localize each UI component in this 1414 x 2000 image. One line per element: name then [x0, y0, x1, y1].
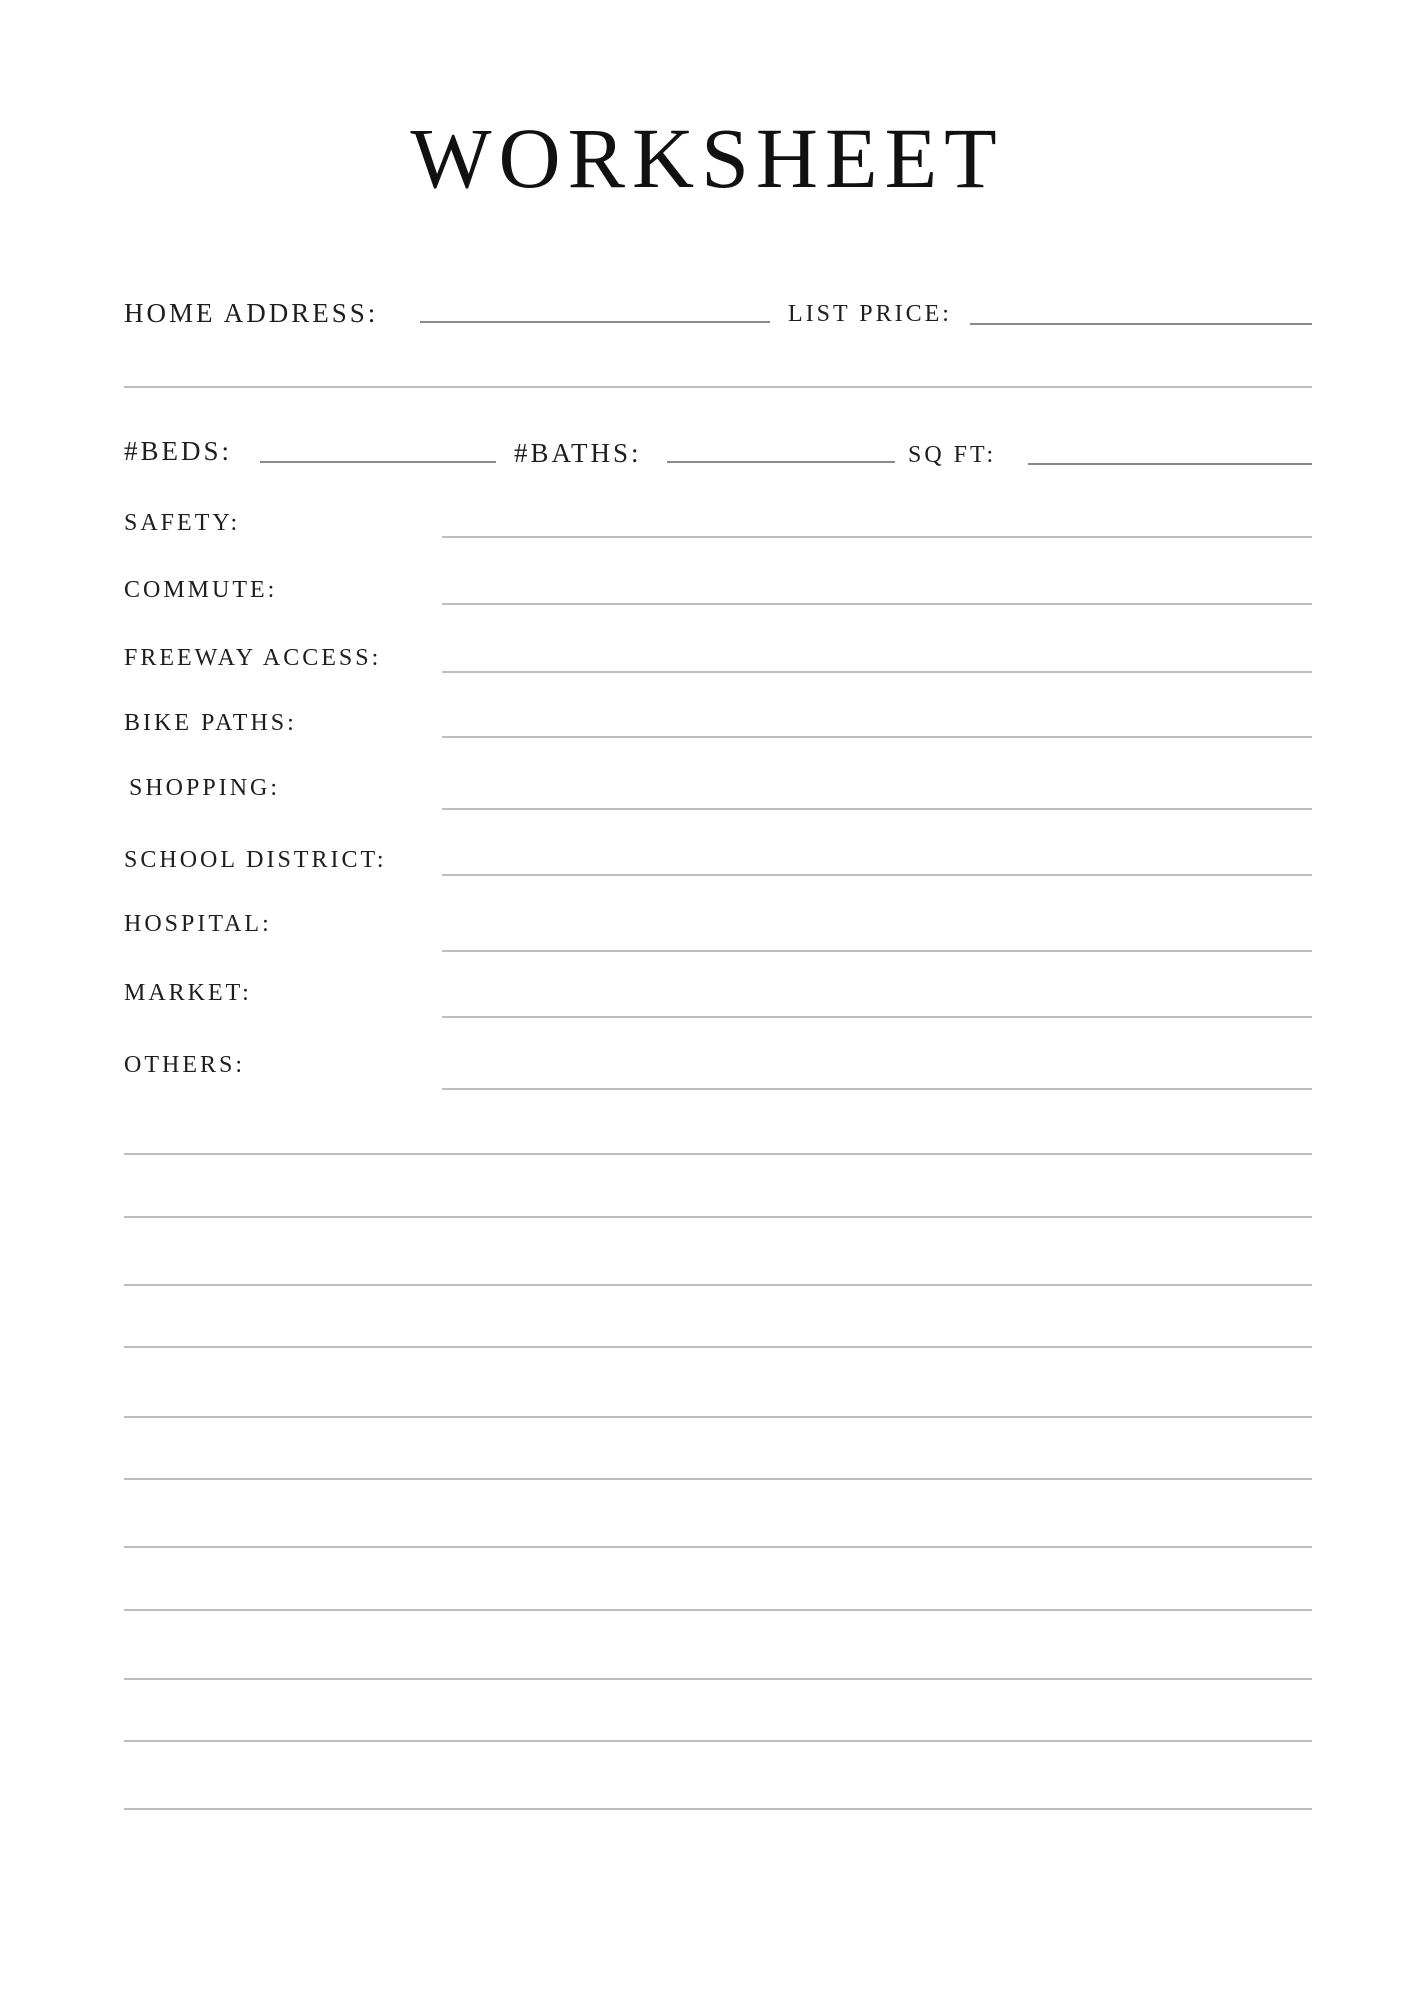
safety-field[interactable]	[442, 536, 1312, 538]
home-address-field[interactable]	[420, 321, 770, 323]
notes-line[interactable]	[124, 1740, 1312, 1742]
home-address-label: HOME ADDRESS:	[124, 298, 379, 328]
hospital-label: HOSPITAL:	[124, 911, 272, 937]
shopping-label: SHOPPING:	[129, 775, 281, 801]
notes-line[interactable]	[124, 1808, 1312, 1810]
beds-label: #BEDS:	[124, 436, 233, 466]
notes-line[interactable]	[124, 1346, 1312, 1348]
notes-line[interactable]	[124, 1678, 1312, 1680]
page-title: WORKSHEET	[410, 110, 1004, 206]
notes-line[interactable]	[124, 1153, 1312, 1155]
commute-field[interactable]	[442, 603, 1312, 605]
others-label: OTHERS:	[124, 1052, 246, 1078]
bike-paths-label: BIKE PATHS:	[124, 710, 297, 736]
notes-line[interactable]	[124, 1546, 1312, 1548]
list-price-field[interactable]	[970, 323, 1312, 325]
safety-label: SAFETY:	[124, 510, 241, 536]
sq-ft-label: SQ FT:	[908, 442, 997, 468]
notes-line[interactable]	[124, 1216, 1312, 1218]
commute-label: COMMUTE:	[124, 577, 278, 603]
freeway-access-field[interactable]	[442, 671, 1312, 673]
school-district-field[interactable]	[442, 874, 1312, 876]
school-district-label: SCHOOL DISTRICT:	[124, 847, 387, 873]
sq-ft-field[interactable]	[1028, 463, 1312, 465]
beds-field[interactable]	[260, 461, 496, 463]
freeway-access-label: FREEWAY ACCESS:	[124, 645, 382, 671]
baths-field[interactable]	[667, 461, 895, 463]
market-field[interactable]	[442, 1016, 1312, 1018]
home-address-continuation-line[interactable]	[124, 386, 1312, 388]
notes-line[interactable]	[124, 1284, 1312, 1286]
baths-label: #BATHS:	[514, 438, 642, 468]
shopping-field[interactable]	[442, 808, 1312, 810]
notes-line[interactable]	[124, 1478, 1312, 1480]
others-field[interactable]	[442, 1088, 1312, 1090]
market-label: MARKET:	[124, 980, 252, 1006]
notes-line[interactable]	[124, 1609, 1312, 1611]
list-price-label: LIST PRICE:	[788, 301, 952, 327]
hospital-field[interactable]	[442, 950, 1312, 952]
bike-paths-field[interactable]	[442, 736, 1312, 738]
notes-line[interactable]	[124, 1416, 1312, 1418]
